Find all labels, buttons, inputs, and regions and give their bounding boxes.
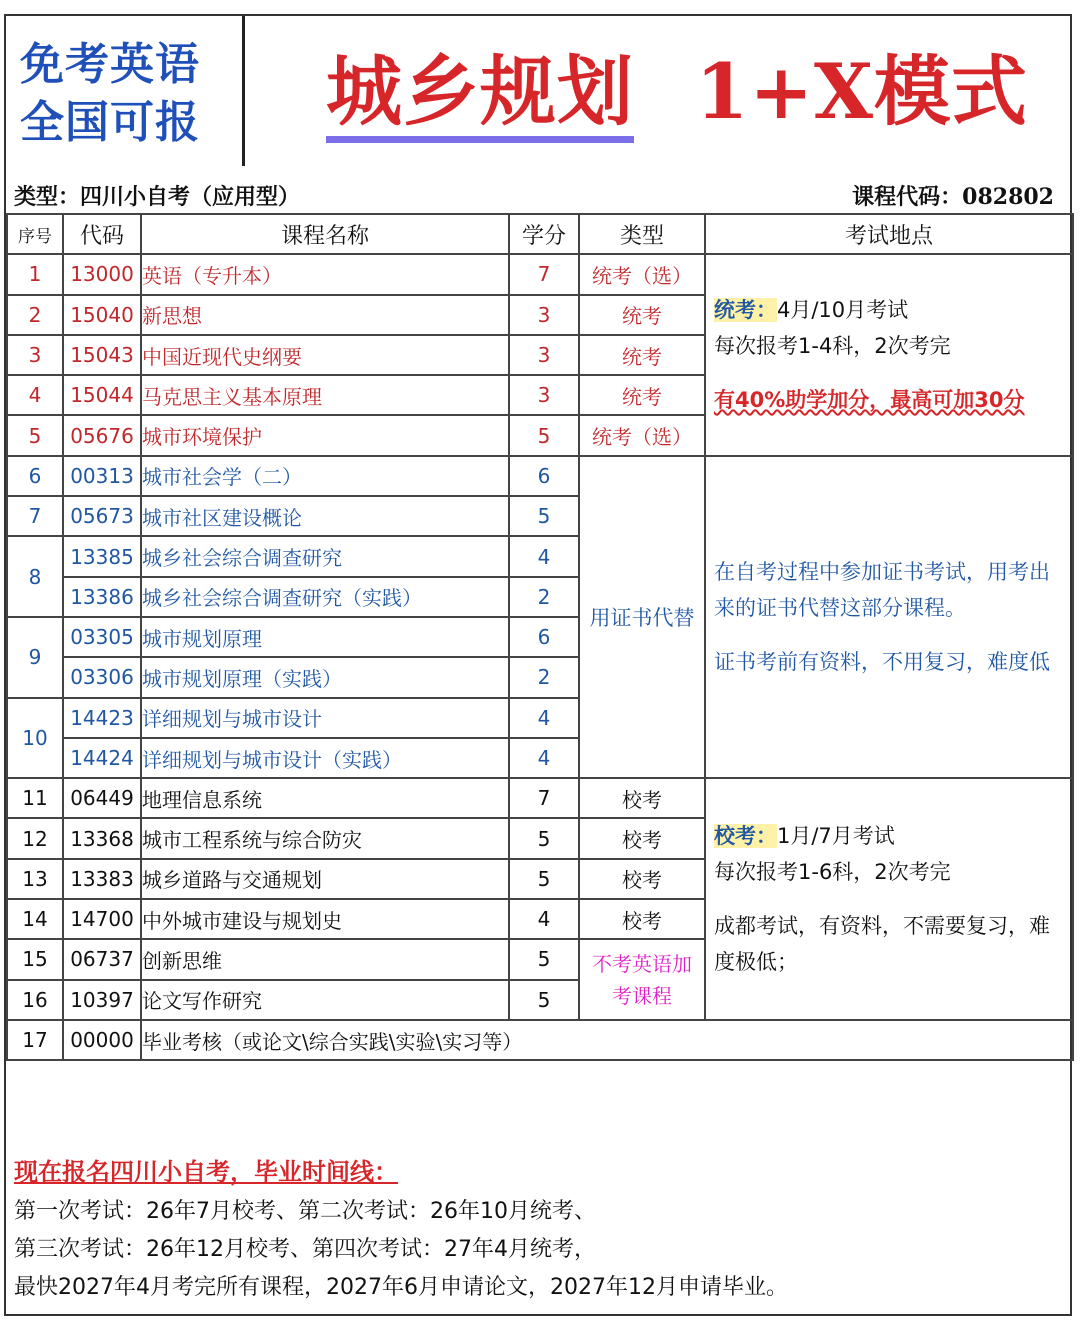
col-header-name: 课程名称 bbox=[141, 214, 509, 254]
school-time: 1月/7月考试 bbox=[777, 824, 895, 849]
row-name: 马克思主义基本原理 bbox=[141, 375, 509, 415]
title-major: 城乡规划 bbox=[326, 47, 634, 143]
row-no: 17 bbox=[7, 1020, 63, 1060]
row-code: 00313 bbox=[63, 456, 141, 496]
row-no: 2 bbox=[7, 295, 63, 335]
school-line3: 成都考试，有资料，不需要复习，难度极低； bbox=[714, 914, 1050, 975]
row-code: 10397 bbox=[63, 980, 141, 1020]
course-code-label: 课程代码：082802 bbox=[852, 184, 1054, 210]
row-credit: 6 bbox=[509, 617, 579, 657]
row-no: 4 bbox=[7, 375, 63, 415]
row-credit: 4 bbox=[509, 899, 579, 939]
row-credit: 2 bbox=[509, 577, 579, 617]
row-name: 城市社会学（二） bbox=[141, 456, 509, 496]
row-code: 13368 bbox=[63, 818, 141, 858]
row-code: 03306 bbox=[63, 657, 141, 697]
row-no: 16 bbox=[7, 980, 63, 1020]
row-no: 14 bbox=[7, 899, 63, 939]
row-credit: 7 bbox=[509, 778, 579, 818]
exam-badge bbox=[20, 36, 240, 152]
row-type: 校考 bbox=[579, 859, 705, 899]
row-no: 12 bbox=[7, 818, 63, 858]
row-no: 3 bbox=[7, 335, 63, 375]
row-name: 城市社区建设概论 bbox=[141, 496, 509, 536]
col-header-location: 考试地点 bbox=[705, 214, 1073, 254]
cert-note bbox=[705, 456, 1073, 778]
row-code: 14700 bbox=[63, 899, 141, 939]
col-header-credit: 学分 bbox=[509, 214, 579, 254]
cert-type: 用证书代替 bbox=[579, 456, 705, 778]
row-no: 9 bbox=[7, 617, 63, 698]
row-name: 城乡社会综合调查研究 bbox=[141, 536, 509, 576]
row-name: 详细规划与城市设计 bbox=[141, 698, 509, 738]
school-exam-note bbox=[705, 778, 1073, 1020]
timeline-line-3: 最快2027年4月考完所有课程，2027年6月申请论文，2027年12月申请毕业。 bbox=[14, 1275, 788, 1300]
row-name: 城市规划原理（实践） bbox=[141, 657, 509, 697]
row-name: 毕业考核（或论文\综合实践\实验\实习等） bbox=[141, 1020, 1073, 1060]
badge-line-2: 全国可报 bbox=[20, 97, 200, 148]
unified-line2: 每次报考1-4科，2次考完 bbox=[714, 334, 951, 359]
row-type: 校考 bbox=[579, 818, 705, 858]
row-no: 15 bbox=[7, 939, 63, 979]
title-mode: 1+X模式 bbox=[695, 47, 1028, 136]
row-name: 论文写作研究 bbox=[141, 980, 509, 1020]
row-name: 英语（专升本） bbox=[141, 254, 509, 294]
table-row bbox=[7, 456, 1073, 496]
unified-bonus: 有40%助学加分，最高可加30分 bbox=[714, 388, 1025, 413]
row-credit: 7 bbox=[509, 254, 579, 294]
row-name: 城市工程系统与综合防灾 bbox=[141, 818, 509, 858]
row-code: 14424 bbox=[63, 738, 141, 778]
row-type: 校考 bbox=[579, 778, 705, 818]
table-row bbox=[7, 254, 1073, 294]
row-credit: 2 bbox=[509, 657, 579, 697]
row-credit: 5 bbox=[509, 415, 579, 455]
row-credit: 3 bbox=[509, 295, 579, 335]
row-credit: 3 bbox=[509, 375, 579, 415]
row-code: 13385 bbox=[63, 536, 141, 576]
row-code: 13383 bbox=[63, 859, 141, 899]
row-no: 11 bbox=[7, 778, 63, 818]
row-no: 6 bbox=[7, 456, 63, 496]
row-type: 校考 bbox=[579, 899, 705, 939]
timeline-line-2: 第三次考试：26年12月校考、第四次考试：27年4月统考， bbox=[14, 1237, 596, 1262]
no-english-type: 不考英语加考课程 bbox=[579, 939, 705, 1020]
table-row bbox=[7, 778, 1073, 818]
row-no: 5 bbox=[7, 415, 63, 455]
row-type: 统考（选） bbox=[579, 415, 705, 455]
row-credit: 6 bbox=[509, 456, 579, 496]
row-code: 03305 bbox=[63, 617, 141, 657]
school-line2: 每次报考1-6科，2次考完 bbox=[714, 860, 951, 885]
row-credit: 5 bbox=[509, 859, 579, 899]
row-type: 统考 bbox=[579, 375, 705, 415]
unified-tag: 统考： bbox=[714, 298, 777, 323]
row-code: 14423 bbox=[63, 698, 141, 738]
row-credit: 4 bbox=[509, 536, 579, 576]
col-header-no: 序号 bbox=[7, 214, 63, 254]
row-no: 7 bbox=[7, 496, 63, 536]
badge-line-1: 免考英语 bbox=[20, 39, 200, 90]
row-code: 06737 bbox=[63, 939, 141, 979]
row-code: 15044 bbox=[63, 375, 141, 415]
course-table bbox=[6, 213, 1074, 1061]
exam-type-label: 类型：四川小自考（应用型） bbox=[14, 184, 301, 210]
row-code: 00000 bbox=[63, 1020, 141, 1060]
row-no: 8 bbox=[7, 536, 63, 617]
row-credit: 4 bbox=[509, 698, 579, 738]
row-name: 新思想 bbox=[141, 295, 509, 335]
row-credit: 5 bbox=[509, 818, 579, 858]
row-type: 统考 bbox=[579, 335, 705, 375]
table-header-row bbox=[7, 214, 1073, 254]
row-name: 城市环境保护 bbox=[141, 415, 509, 455]
row-name: 详细规划与城市设计（实践） bbox=[141, 738, 509, 778]
timeline-heading: 现在报名四川小自考，毕业时间线： bbox=[14, 1158, 398, 1186]
unified-time: 4月/10月考试 bbox=[777, 298, 909, 323]
page-title bbox=[326, 42, 1056, 142]
row-code: 05676 bbox=[63, 415, 141, 455]
row-credit: 5 bbox=[509, 980, 579, 1020]
row-code: 05673 bbox=[63, 496, 141, 536]
row-name: 城市规划原理 bbox=[141, 617, 509, 657]
row-no: 13 bbox=[7, 859, 63, 899]
row-credit: 5 bbox=[509, 496, 579, 536]
row-type: 统考 bbox=[579, 295, 705, 335]
row-no: 10 bbox=[7, 698, 63, 779]
header bbox=[6, 16, 1072, 178]
row-credit: 4 bbox=[509, 738, 579, 778]
school-tag: 校考： bbox=[714, 824, 777, 849]
row-credit: 5 bbox=[509, 939, 579, 979]
table-row bbox=[7, 1020, 1073, 1060]
row-code: 06449 bbox=[63, 778, 141, 818]
row-name: 中国近现代史纲要 bbox=[141, 335, 509, 375]
row-code: 13386 bbox=[63, 577, 141, 617]
timeline-line-1: 第一次考试：26年7月校考、第二次考试：26年10月统考、 bbox=[14, 1199, 596, 1224]
row-code: 15043 bbox=[63, 335, 141, 375]
row-name: 城乡社会综合调查研究（实践） bbox=[141, 577, 509, 617]
row-name: 地理信息系统 bbox=[141, 778, 509, 818]
row-code: 15040 bbox=[63, 295, 141, 335]
graduation-timeline bbox=[6, 1138, 1072, 1314]
col-header-code: 代码 bbox=[63, 214, 141, 254]
cert-line1: 在自考过程中参加证书考试，用考出来的证书代替这部分课程。 bbox=[714, 559, 1050, 620]
unified-exam-note bbox=[705, 254, 1073, 455]
row-name: 创新思维 bbox=[141, 939, 509, 979]
row-name: 中外城市建设与规划史 bbox=[141, 899, 509, 939]
row-code: 13000 bbox=[63, 254, 141, 294]
header-divider bbox=[242, 16, 245, 166]
col-header-type: 类型 bbox=[579, 214, 705, 254]
row-type: 统考（选） bbox=[579, 254, 705, 294]
row-no: 1 bbox=[7, 254, 63, 294]
cert-line2: 证书考前有资料，不用复习，难度低 bbox=[714, 649, 1050, 674]
row-name: 城乡道路与交通规划 bbox=[141, 859, 509, 899]
row-credit: 3 bbox=[509, 335, 579, 375]
